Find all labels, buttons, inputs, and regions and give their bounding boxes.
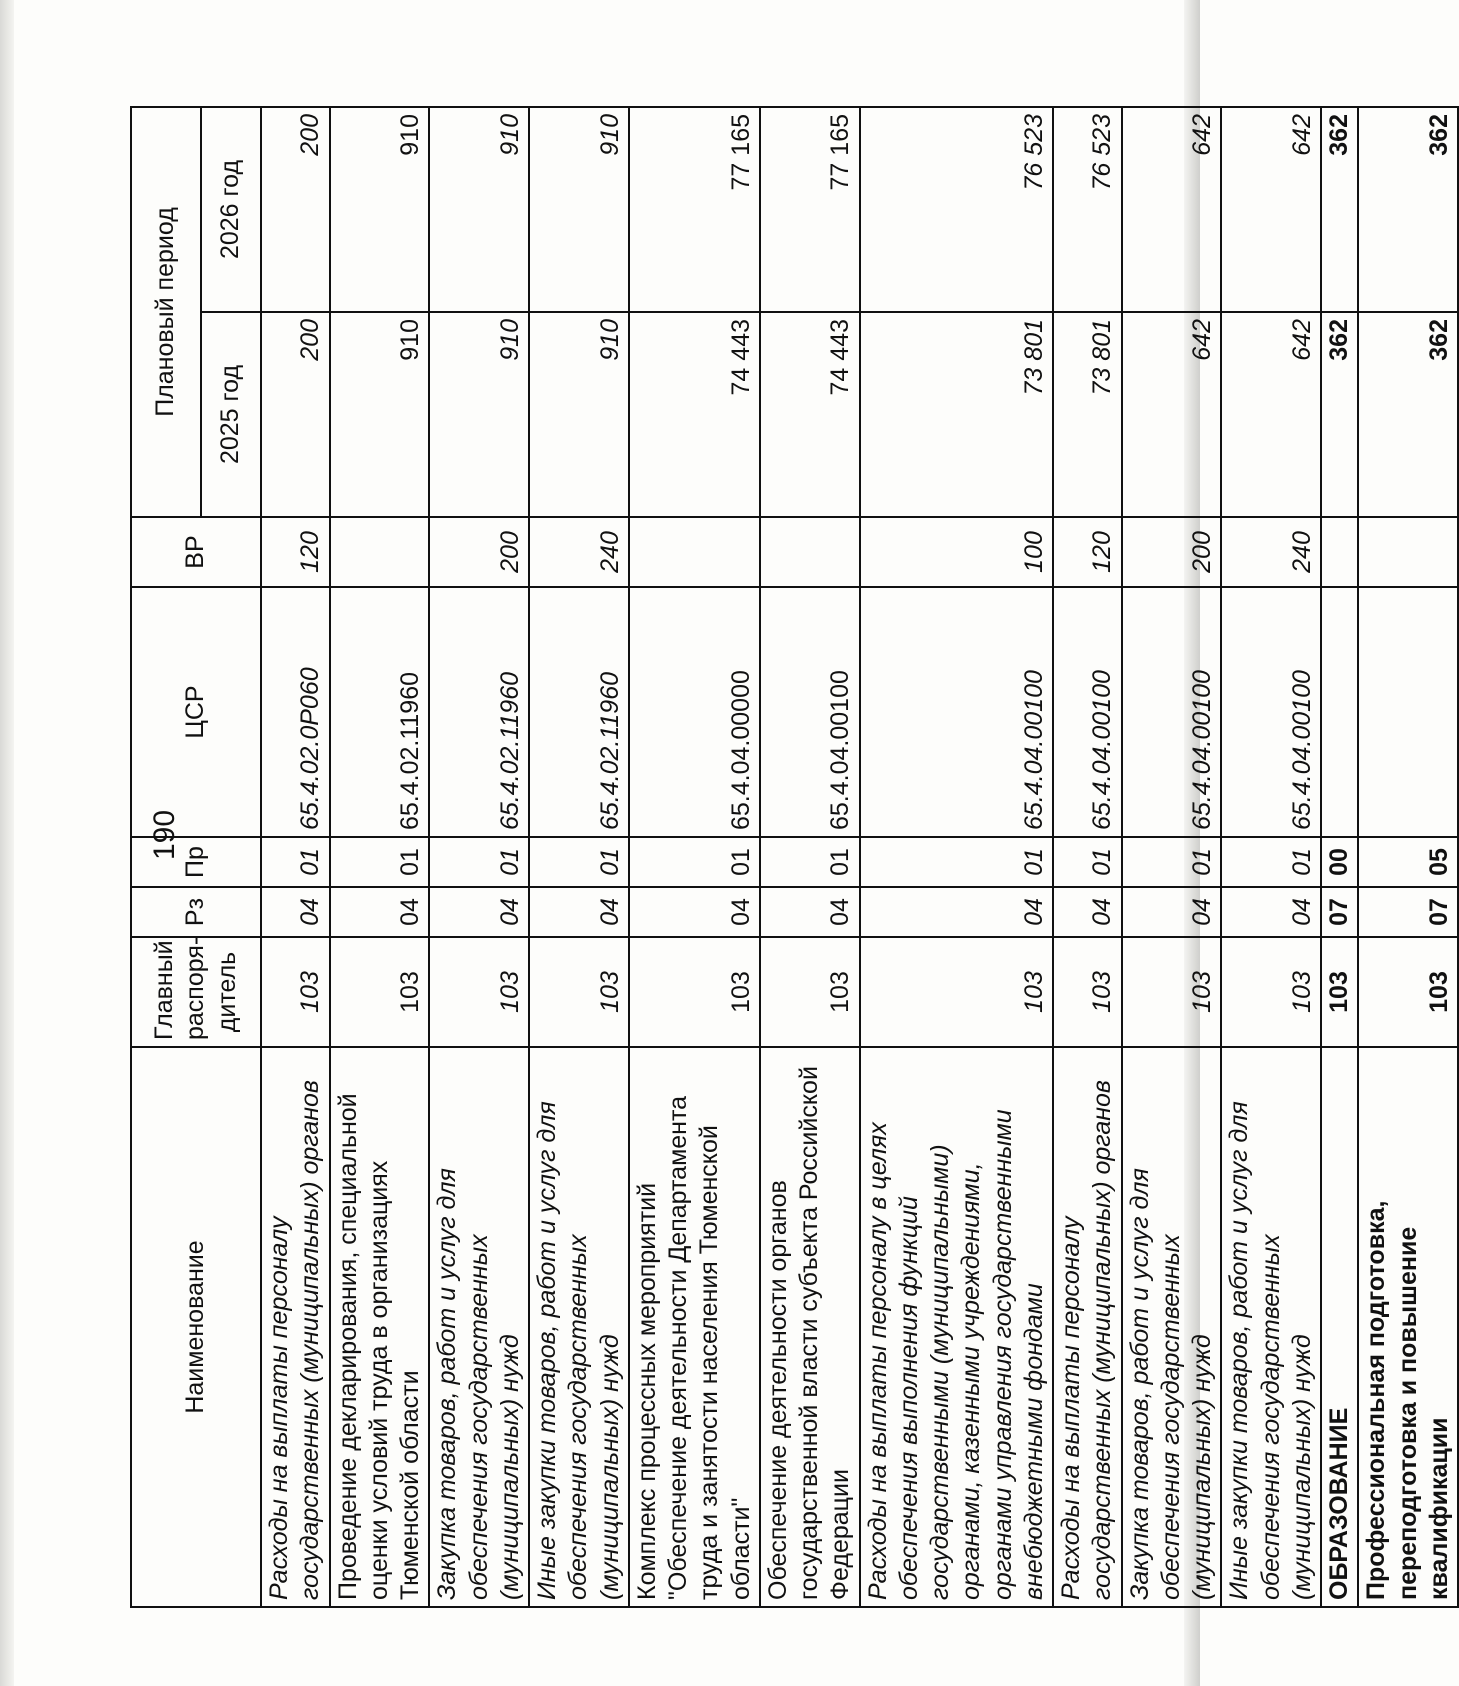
- row-pr: 01: [429, 837, 529, 887]
- table-row: [429, 107, 529, 1607]
- row-admin: 103: [629, 937, 760, 1047]
- row-name: Иные закупки товаров, работ и услуг для обеспечения государственных (муниципальных) нужд: [1221, 1047, 1321, 1607]
- row-admin: 103: [1122, 937, 1222, 1047]
- row-csr: [1358, 587, 1458, 837]
- row-vr: [1358, 517, 1458, 587]
- table-row: [330, 107, 430, 1607]
- row-2026: 76 523: [860, 107, 1054, 312]
- row-2025: 910: [429, 312, 529, 517]
- row-2025: 642: [1221, 312, 1321, 517]
- row-2026: 910: [529, 107, 629, 312]
- rotated-table-container: [130, 108, 1453, 1608]
- row-vr: 120: [261, 517, 330, 587]
- row-pr: 01: [629, 837, 760, 887]
- header-rz: Рз: [131, 887, 261, 937]
- row-name: Расходы на выплаты персоналу в целях обеспечения выполнения функций государственными (муниципальными) органами, казенными учреждениями, органами управления государственными внебюджетными фондами: [860, 1047, 1054, 1607]
- table-row: [629, 107, 760, 1607]
- row-rz: 04: [261, 887, 330, 937]
- row-vr: 100: [860, 517, 1054, 587]
- row-csr: 65.4.04.00000: [629, 587, 760, 837]
- row-vr: 240: [1221, 517, 1321, 587]
- table-row: [529, 107, 629, 1607]
- row-rz: 07: [1358, 887, 1458, 937]
- row-name: Проведение декларирования, специальной оценки условий труда в организациях Тюменской области: [330, 1047, 430, 1607]
- row-pr: 01: [330, 837, 430, 887]
- row-rz: 04: [760, 887, 860, 937]
- row-admin: 103: [529, 937, 629, 1047]
- row-name: Профессиональная подготовка, переподготовка и повышение квалификации: [1358, 1047, 1458, 1607]
- row-csr: 65.4.04.00100: [1221, 587, 1321, 837]
- row-csr: 65.4.04.00100: [760, 587, 860, 837]
- row-pr: 01: [261, 837, 330, 887]
- header-pr: Пр: [131, 837, 261, 887]
- row-csr: 65.4.02.0Р060: [261, 587, 330, 837]
- row-name: Расходы на выплаты персоналу государственных (муниципальных) органов: [1053, 1047, 1122, 1607]
- header-admin: Главный распоря- дитель: [131, 937, 261, 1047]
- header-csr: ЦСР: [131, 587, 261, 837]
- row-admin: 103: [330, 937, 430, 1047]
- table-row: [261, 107, 330, 1607]
- row-vr: 240: [529, 517, 629, 587]
- row-2025: 362: [1358, 312, 1458, 517]
- row-2025: 73 801: [860, 312, 1054, 517]
- row-rz: 04: [529, 887, 629, 937]
- row-pr: 01: [1053, 837, 1122, 887]
- row-2026: 76 523: [1053, 107, 1122, 312]
- row-name: Иные закупки товаров, работ и услуг для обеспечения государственных (муниципальных) нужд: [529, 1047, 629, 1607]
- row-vr: 200: [429, 517, 529, 587]
- row-2025: 910: [529, 312, 629, 517]
- scan-edge-left: [0, 0, 14, 1686]
- row-rz: 04: [1053, 887, 1122, 937]
- row-2025: 200: [261, 312, 330, 517]
- row-2026: 910: [429, 107, 529, 312]
- row-csr: 65.4.02.11960: [429, 587, 529, 837]
- row-2026: 642: [1221, 107, 1321, 312]
- row-name: Закупка товаров, работ и услуг для обеспечения государственных (муниципальных) нужд: [1122, 1047, 1222, 1607]
- row-vr: [1321, 517, 1358, 587]
- row-pr: 05: [1358, 837, 1458, 887]
- row-2025: 74 443: [629, 312, 760, 517]
- row-name: Комплекс процессных мероприятий "Обеспечение деятельности Департамента труда и занятости населения Тюменской области": [629, 1047, 760, 1607]
- row-name: Расходы на выплаты персоналу государственных (муниципальных) органов: [261, 1047, 330, 1607]
- row-csr: 65.4.04.00100: [860, 587, 1054, 837]
- header-plan-period: Плановый период: [131, 107, 201, 517]
- row-vr: 200: [1122, 517, 1222, 587]
- row-rz: 04: [860, 887, 1054, 937]
- row-2026: 77 165: [629, 107, 760, 312]
- row-admin: 103: [1358, 937, 1458, 1047]
- row-rz: 07: [1321, 887, 1358, 937]
- row-admin: 103: [1321, 937, 1358, 1047]
- row-2025: 73 801: [1053, 312, 1122, 517]
- row-admin: 103: [860, 937, 1054, 1047]
- row-vr: 120: [1053, 517, 1122, 587]
- row-admin: 103: [1053, 937, 1122, 1047]
- header-2025: 2025 год: [201, 312, 261, 517]
- row-vr: [629, 517, 760, 587]
- row-rz: 04: [330, 887, 430, 937]
- page-number: 190: [148, 809, 181, 860]
- row-2026: 642: [1122, 107, 1222, 312]
- row-name: Обеспечение деятельности органов государственной власти субъекта Российской Федерации: [760, 1047, 860, 1607]
- row-rz: 04: [1122, 887, 1222, 937]
- row-2026: 362: [1358, 107, 1458, 312]
- header-vr: ВР: [131, 517, 261, 587]
- row-2026: 200: [261, 107, 330, 312]
- row-rz: 04: [429, 887, 529, 937]
- row-pr: 01: [760, 837, 860, 887]
- row-csr: 65.4.04.00100: [1122, 587, 1222, 837]
- row-pr: 01: [860, 837, 1054, 887]
- table-row: [760, 107, 860, 1607]
- header-name: Наименование: [131, 1047, 261, 1607]
- row-csr: 65.4.04.00100: [1053, 587, 1122, 837]
- row-name: ОБРАЗОВАНИЕ: [1321, 1047, 1358, 1607]
- row-2026: 910: [330, 107, 430, 312]
- row-admin: 103: [429, 937, 529, 1047]
- row-vr: [760, 517, 860, 587]
- row-2026: 77 165: [760, 107, 860, 312]
- row-pr: 01: [529, 837, 629, 887]
- row-2025: 910: [330, 312, 430, 517]
- row-2025: 362: [1321, 312, 1358, 517]
- row-csr: [1321, 587, 1358, 837]
- row-csr: 65.4.02.11960: [330, 587, 430, 837]
- row-2025: 642: [1122, 312, 1222, 517]
- table-row: [1221, 107, 1321, 1607]
- row-rz: 04: [629, 887, 760, 937]
- row-pr: 00: [1321, 837, 1358, 887]
- row-vr: [330, 517, 430, 587]
- row-admin: 103: [760, 937, 860, 1047]
- budget-table: [130, 106, 1459, 1608]
- row-admin: 103: [261, 937, 330, 1047]
- table-row: [1321, 107, 1358, 1607]
- header-2026: 2026 год: [201, 107, 261, 312]
- row-2026: 362: [1321, 107, 1358, 312]
- row-pr: 01: [1122, 837, 1222, 887]
- row-2025: 74 443: [760, 312, 860, 517]
- row-admin: 103: [1221, 937, 1321, 1047]
- table-row: [1358, 107, 1458, 1607]
- row-csr: 65.4.02.11960: [529, 587, 629, 837]
- row-pr: 01: [1221, 837, 1321, 887]
- table-row: [1122, 107, 1222, 1607]
- row-name: Закупка товаров, работ и услуг для обеспечения государственных (муниципальных) нужд: [429, 1047, 529, 1607]
- table-row: [1053, 107, 1122, 1607]
- table-row: [860, 107, 1054, 1607]
- row-rz: 04: [1221, 887, 1321, 937]
